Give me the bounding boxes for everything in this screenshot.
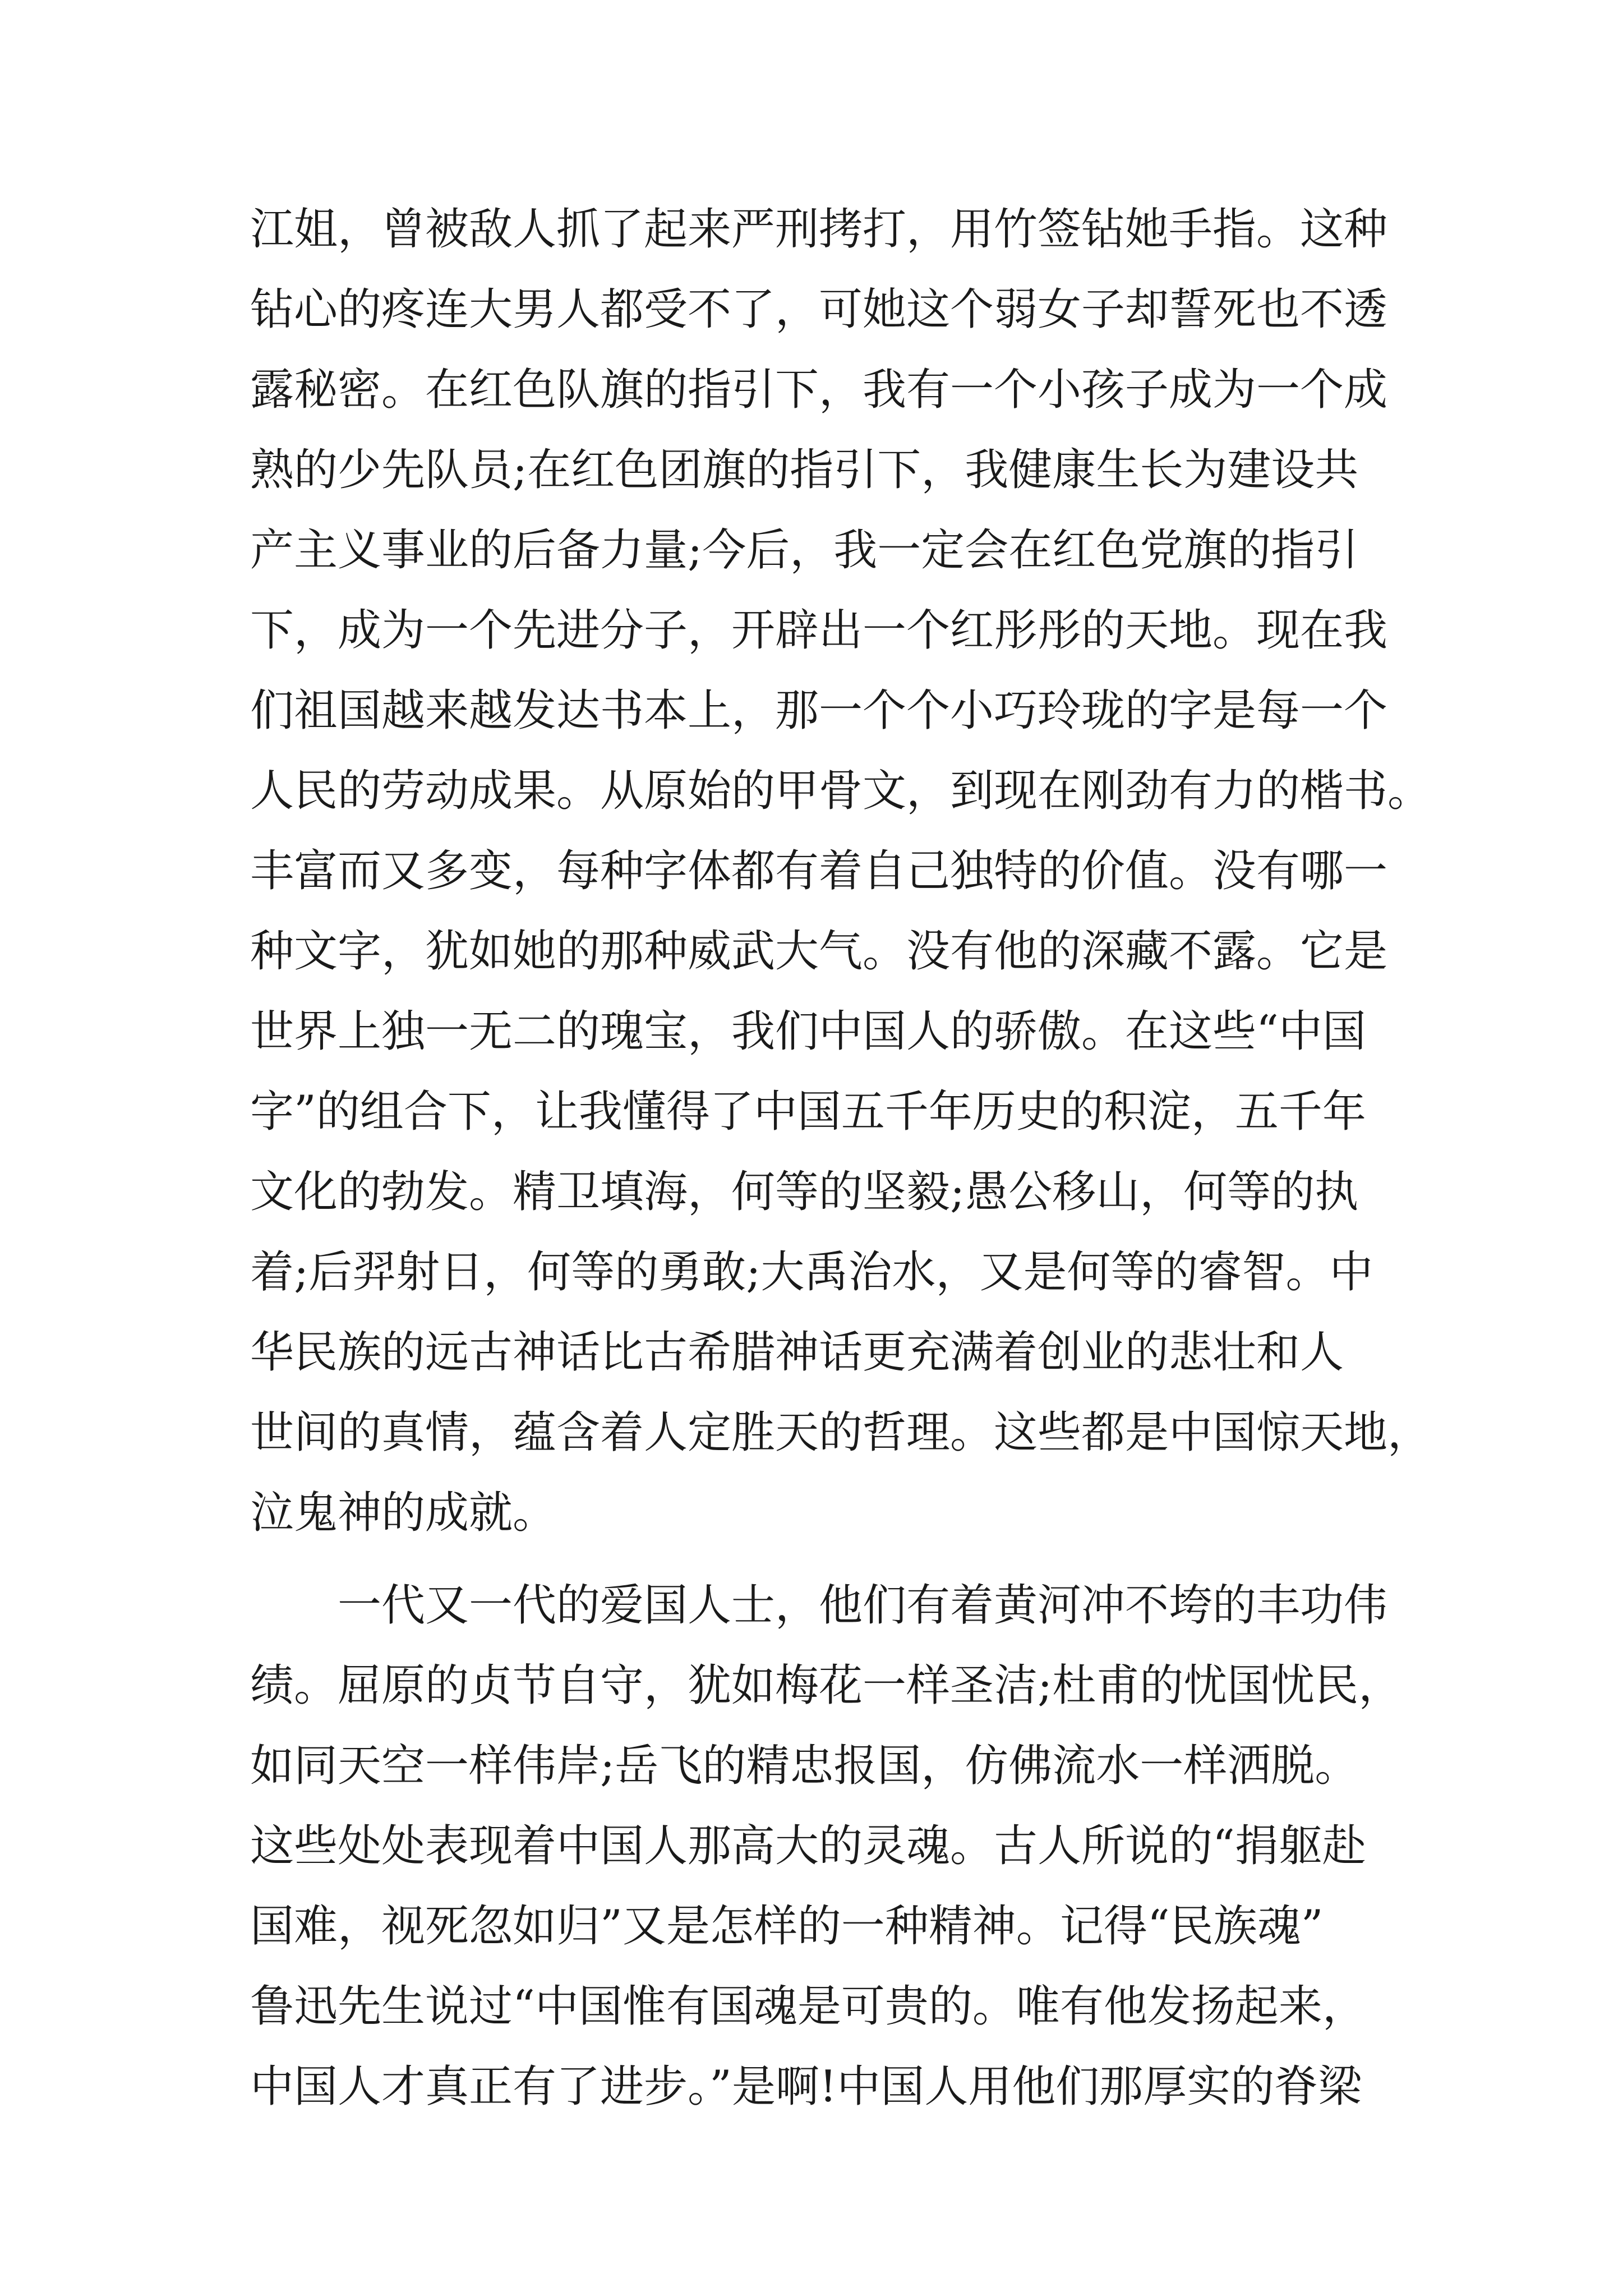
text-line: 字”的组合下，让我懂得了中国五千年历史的积淀，五千年 xyxy=(250,1087,1366,1137)
text-line: 着;后羿射日，何等的勇敢;大禹治水，又是何等的睿智。中 xyxy=(250,1247,1373,1297)
text-line: 人民的劳动成果。从原始的甲骨文，到现在刚劲有力的楷书。 xyxy=(250,766,1432,816)
text-line: 下，成为一个先进分子，开辟出一个红彤彤的天地。现在我 xyxy=(250,605,1388,656)
text-line: 这些处处表现着中国人那高大的灵魂。古人所说的“捐躯赴 xyxy=(250,1821,1366,1871)
text-line: 世间的真情，蕴含着人定胜天的哲理。这些都是中国惊天地， xyxy=(250,1407,1432,1458)
text-line: 鲁迅先生说过“中国惟有国魂是可贵的。唯有他发扬起来， xyxy=(250,1981,1366,2032)
body-text xyxy=(250,190,1432,2127)
text-line: 世界上独一无二的瑰宝，我们中国人的骄傲。在这些“中国 xyxy=(250,1006,1366,1057)
text-line: 国难，视死忽如归”又是怎样的一种精神。记得“民族魂” xyxy=(250,1901,1324,1952)
text-line: 中国人才真正有了进步。”是啊!中国人用他们那厚实的脊梁 xyxy=(250,2062,1362,2112)
text-line: 钻心的疼连大男人都受不了，可她这个弱女子却誓死也不透 xyxy=(250,284,1388,335)
text-line: 产主义事业的后备力量;今后，我一定会在红色党旗的指引 xyxy=(250,525,1359,576)
text-line: 文化的勃发。精卫填海，何等的坚毅;愚公移山，何等的执 xyxy=(250,1167,1359,1217)
text-line: 绩。屈原的贞节自守，犹如梅花一样圣洁;杜甫的忧国忧民， xyxy=(250,1660,1403,1711)
text-line: 泣鬼神的成就。 xyxy=(250,1488,557,1538)
text-line: 露秘密。在红色队旗的指引下，我有一个小孩子成为一个成 xyxy=(250,365,1388,415)
text-line: 们祖国越来越发达书本上，那一个个小巧玲珑的字是每一个 xyxy=(250,685,1388,736)
text-line: 如同天空一样伟岸;岳飞的精忠报国，仿佛流水一样洒脱。 xyxy=(250,1741,1359,1791)
paragraph-start-line: 一代又一代的爱国人士，他们有着黄河冲不垮的丰功伟 xyxy=(250,1580,1388,1631)
text-line: 种文字，犹如她的那种威武大气。没有他的深藏不露。它是 xyxy=(250,926,1388,977)
text-line: 熟的少先队员;在红色团旗的指引下，我健康生长为建设共 xyxy=(250,445,1359,495)
text-line: 华民族的远古神话比古希腊神话更充满着创业的悲壮和人 xyxy=(250,1327,1344,1378)
text-line: 江姐，曾被敌人抓了起来严刑拷打，用竹签钻她手指。这种 xyxy=(250,204,1388,255)
text-line: 丰富而又多变，每种字体都有着自己独特的价值。没有哪一 xyxy=(250,846,1388,896)
